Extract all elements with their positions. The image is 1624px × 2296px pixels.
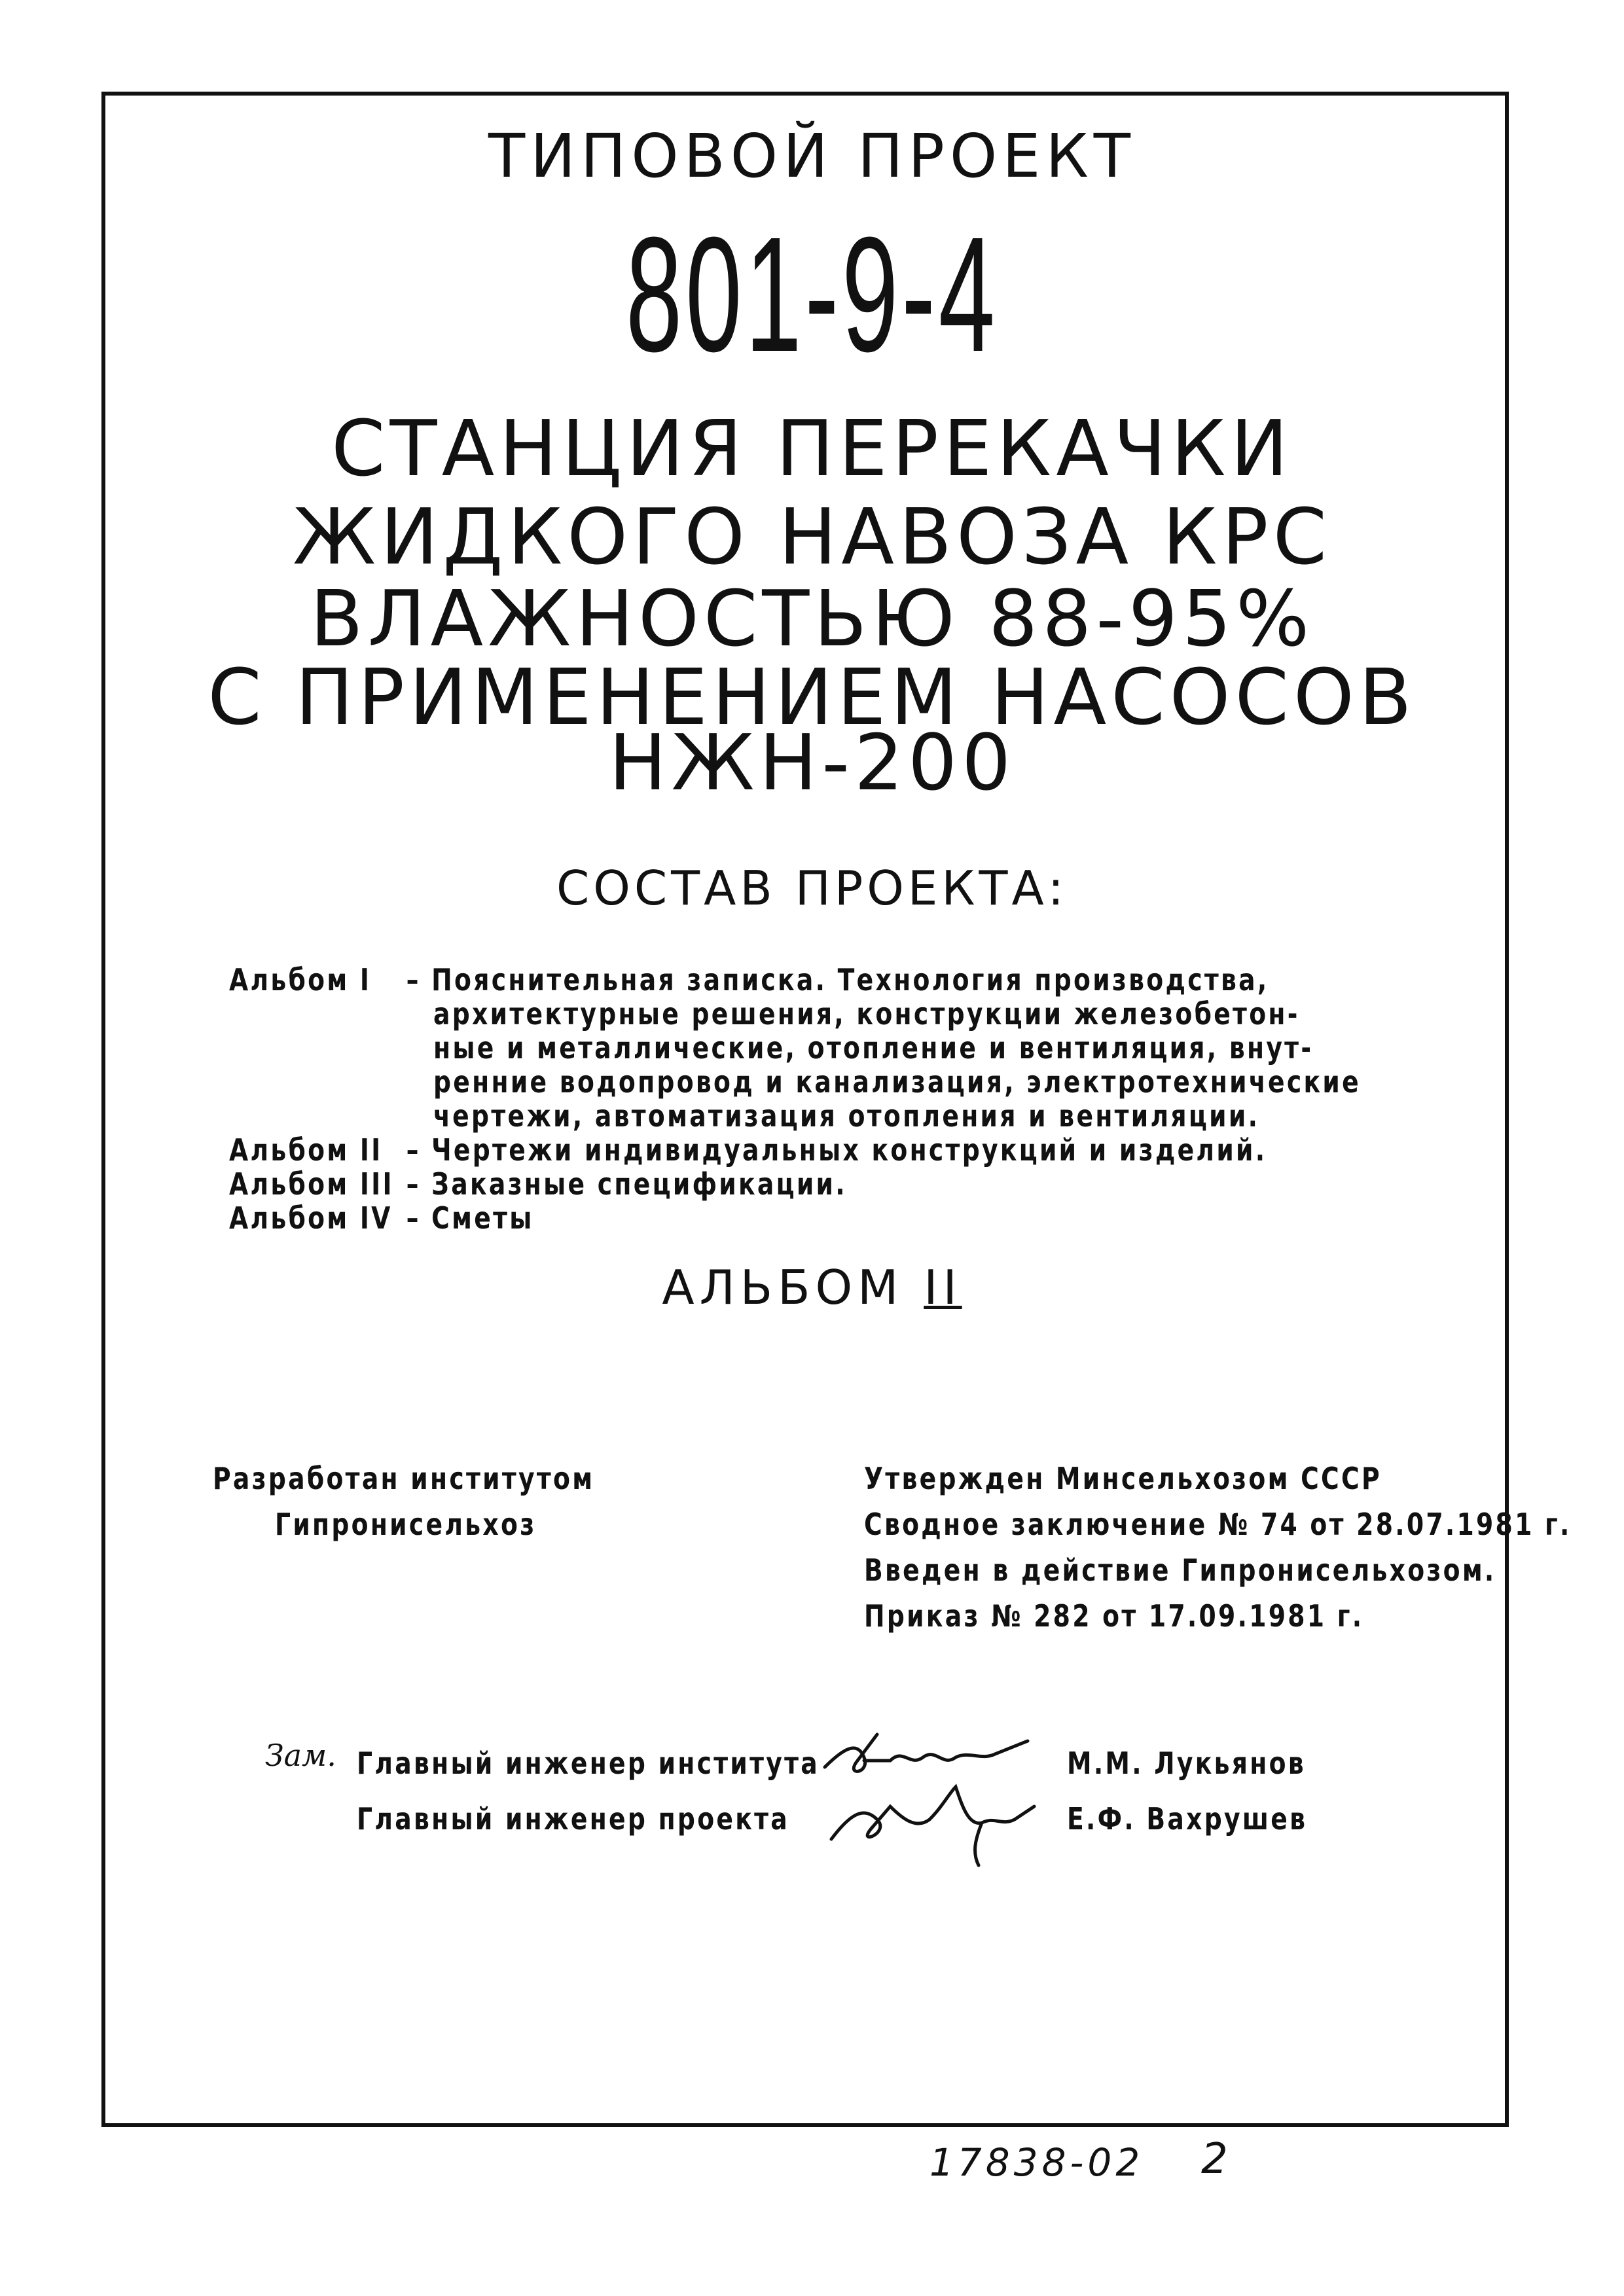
album-1-line-5: чертежи, автоматизация отопления и вентиляции. [433, 1098, 1260, 1134]
signature-prefix-1: Зам. [265, 1738, 336, 1773]
current-album-numeral: II [924, 1260, 962, 1315]
project-number: 801-9-4 [626, 203, 998, 386]
album-4-row [229, 1200, 534, 1236]
album-1-label: Альбом I [229, 962, 372, 997]
signature-role-2: Главный инженер проекта [357, 1801, 790, 1837]
signature-scribble-2 [818, 1767, 1054, 1872]
album-1-row [229, 962, 1269, 997]
album-2-label: Альбом II [229, 1132, 383, 1168]
album-3-line-1: Заказные спецификации. [431, 1166, 847, 1202]
title-line-3: ВЛАЖНОСТЬЮ 88-95% [310, 573, 1314, 664]
doc-type: ТИПОВОЙ ПРОЕКТ [488, 121, 1136, 191]
current-album-prefix: АЛЬБОМ [662, 1260, 904, 1315]
signature-name-2: Е.Ф. Вахрушев [1067, 1801, 1308, 1837]
album-2-line-1: Чертежи индивидуальных конструкций и изделий. [431, 1132, 1267, 1168]
signature-role-1: Главный инженер института [357, 1746, 820, 1781]
approval-line-4: Приказ № 282 от 17.09.1981 г. [864, 1598, 1364, 1634]
album-4-line-1: Сметы [431, 1200, 534, 1236]
album-1-line-4: ренние водопровод и канализация, электротехнические [433, 1064, 1361, 1100]
approval-line-2: Сводное заключение № 74 от 28.07.1981 г. [864, 1507, 1572, 1542]
album-dash: – [406, 1132, 432, 1168]
album-dash: – [406, 1200, 432, 1236]
project-number-wrap [0, 203, 1624, 386]
approval-line-3: Введен в действие Гипронисельхозом. [864, 1552, 1496, 1588]
signature-name-1: М.М. Лукьянов [1067, 1746, 1306, 1781]
footer-code: 17838-02 [929, 2140, 1144, 2185]
album-1-line-1: Пояснительная записка. Технология производства, [431, 962, 1269, 997]
album-dash: – [406, 1166, 432, 1202]
album-4-label: Альбом IV [229, 1200, 393, 1236]
current-album [0, 1260, 1624, 1315]
title-line-2: ЖИДКОГО НАВОЗА КРС [292, 492, 1332, 582]
album-1-line-2: архитектурные решения, конструкции железобетон- [433, 996, 1300, 1031]
developer-line-2: Гипронисельхоз [275, 1507, 537, 1542]
approval-line-1: Утвержден Минсельхозом СССР [864, 1461, 1382, 1496]
developer-line-1: Разработан институтом [213, 1461, 595, 1496]
composition-heading: СОСТАВ ПРОЕКТА: [556, 861, 1068, 916]
title-line-5: НЖН-200 [608, 717, 1016, 808]
album-3-label: Альбом III [229, 1166, 394, 1202]
footer-page-number: 2 [1201, 2135, 1232, 2183]
album-dash: – [406, 962, 432, 997]
album-1-line-3: ные и металлические, отопление и вентиляция, внут- [433, 1030, 1314, 1066]
title-line-1: СТАНЦИЯ ПЕРЕКАЧКИ [331, 403, 1293, 493]
title-line-4: С ПРИМЕНЕНИЕМ НАСОСОВ [208, 652, 1416, 742]
album-2-row [229, 1132, 1267, 1168]
album-3-row [229, 1166, 847, 1202]
